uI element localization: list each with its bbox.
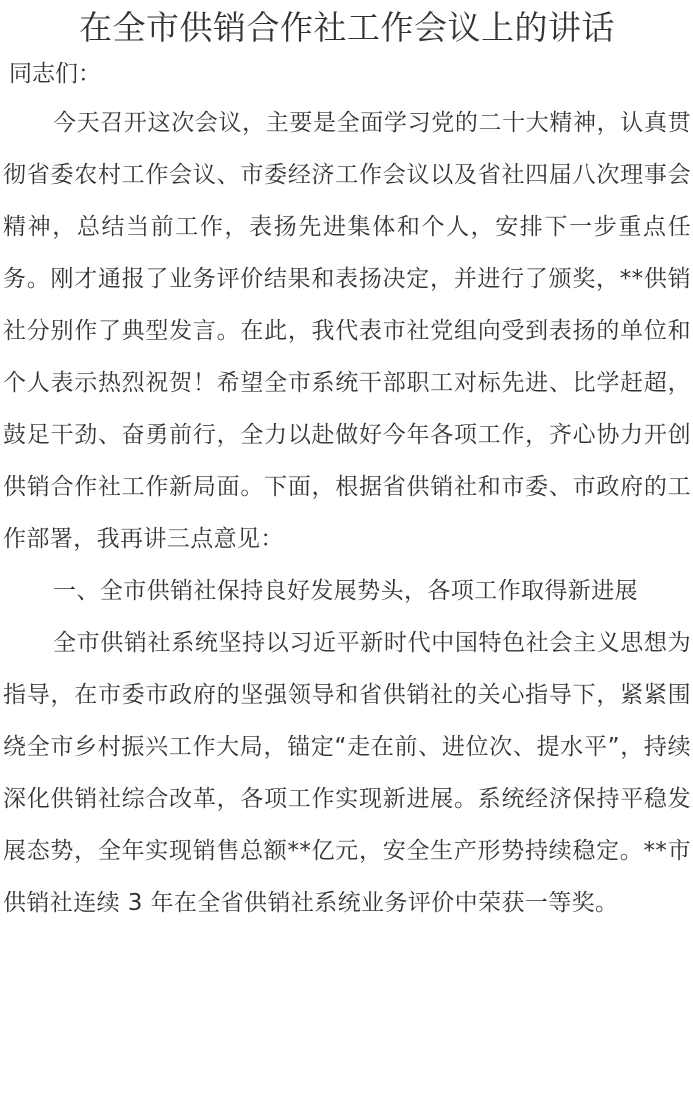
- section-heading-1: 一、全市供销社保持良好发展势头，各项工作取得新进展: [53, 578, 638, 604]
- paragraph-section-1: 全市供销社系统坚持以习近平新时代中国特色社会主义思想为指导，在市委市政府的坚强领导和省供销社的关心指导下，紧紧围绕全市乡村振兴工作大局，锚定“走在前、进位次、提水平”，持续深化供销社综合改革，各项工作实现新进展。系统经济保持平稳发展态势，全年实现销售总额**亿元，安全生产形势持续稳定。**市供销社连续 3 年在全省供销社系统业务评价中荣获一等奖。: [3, 630, 691, 916]
- salutation: 同志们：: [9, 61, 101, 87]
- paragraph-opening: 今天召开这次会议，主要是全面学习党的二十大精神，认真贯彻省委农村工作会议、市委经济工作会议以及省社四届八次理事会精神，总结当前工作，表扬先进集体和个人，安排下一步重点任务。刚才通报了业务评价结果和表扬决定，并进行了颁奖，**供销社分别作了典型发言。在此，我代表市社党组向受到表扬的单位和个人表示热烈祝贺！希望全市系统干部职工对标先进、比学赶超，鼓足干劲、奋勇前行，全力以赴做好今年各项工作，齐心协力开创供销合作社工作新局面。下面，根据省供销社和市委、市政府的工作部署，我再讲三点意见：: [3, 110, 691, 552]
- document-title: 在全市供销合作社工作会议上的讲话: [79, 8, 615, 47]
